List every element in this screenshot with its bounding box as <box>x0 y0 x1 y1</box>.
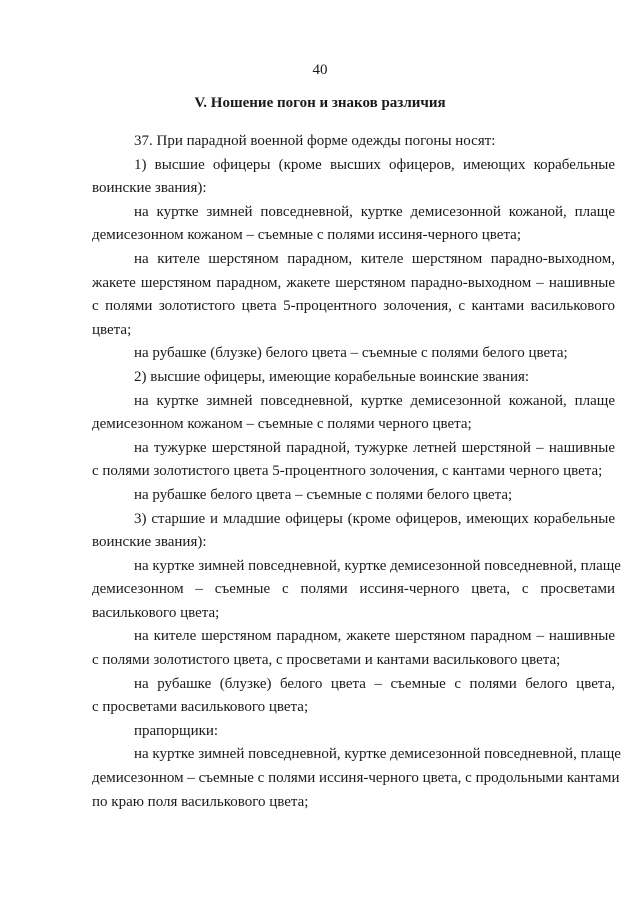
paragraph-line: на рубашке (блузке) белого цвета – съемные с полями белого цвета; <box>134 345 568 362</box>
document-body <box>92 130 621 814</box>
paragraph <box>92 154 615 201</box>
paragraph <box>92 673 615 720</box>
paragraph <box>92 390 615 437</box>
paragraph-line: 3) старшие и младшие офицеры (кроме офицеров, имеющих корабельные <box>134 510 615 527</box>
paragraph-line: демисезонном – съемные с полями иссиня-черного цвета, с продольными кантами <box>92 770 620 787</box>
paragraph-line: 1) высшие офицеры (кроме высших офицеров, имеющих корабельные <box>134 156 615 173</box>
paragraph <box>92 130 615 154</box>
paragraph-line: василькового цвета; <box>92 604 220 621</box>
paragraph-line: на рубашке белого цвета – съемные с полями белого цвета; <box>134 486 513 503</box>
paragraph <box>92 366 615 390</box>
paragraph-line: на кителе шерстяном парадном, жакете шерстяном парадном – нашивные <box>134 628 615 645</box>
paragraph-line: с полями золотистого цвета 5-процентного золочения, с кантами василькового <box>92 298 615 315</box>
page-number: 40 <box>312 62 328 78</box>
paragraph <box>92 743 621 814</box>
paragraph <box>92 342 615 366</box>
paragraph <box>92 508 615 555</box>
paragraph-line: цвета; <box>92 321 132 338</box>
paragraph-line: демисезонном кожаном – съемные с полями иссиня-черного цвета; <box>92 227 522 244</box>
paragraph <box>92 248 615 342</box>
paragraph <box>92 437 615 484</box>
paragraph-line: 2) высшие офицеры, имеющие корабельные воинские звания: <box>134 368 530 385</box>
paragraph-line: на кителе шерстяном парадном, кителе шерстяном парадно-выходном, <box>134 250 615 267</box>
paragraph-line: с просветами василькового цвета; <box>92 699 309 716</box>
paragraph-line: воинские звания): <box>92 534 207 551</box>
paragraph <box>92 625 615 672</box>
paragraph-line: с полями золотистого цвета, с просветами и кантами василькового цвета; <box>92 652 561 669</box>
paragraph <box>92 201 615 248</box>
paragraph-line: на куртке зимней повседневной, куртке демисезонной кожаной, плаще <box>134 392 615 409</box>
paragraph <box>92 555 621 626</box>
paragraph <box>92 484 615 508</box>
paragraph-line: прапорщики: <box>134 722 219 739</box>
paragraph-line: 37. При парадной военной форме одежды погоны носят: <box>134 133 496 149</box>
paragraph-line: по краю поля василькового цвета; <box>92 793 309 810</box>
paragraph-line: на куртке зимней повседневной, куртке демисезонной повседневной, плаще <box>134 746 621 763</box>
section-title: V. Ношение погон и знаков различия <box>194 95 446 111</box>
paragraph-line: демисезонном кожаном – съемные с полями черного цвета; <box>92 416 472 433</box>
paragraph-line: воинские звания): <box>92 180 207 197</box>
paragraph-line: на куртке зимней повседневной, куртке демисезонной повседневной, плаще <box>134 557 621 574</box>
paragraph-line: на рубашке (блузке) белого цвета – съемные с полями белого цвета, <box>134 675 615 692</box>
paragraph-line: демисезонном – съемные с полями иссиня-черного цвета, с просветами <box>92 581 615 598</box>
paragraph-line: на тужурке шерстяной парадной, тужурке летней шерстяной – нашивные <box>134 439 615 456</box>
paragraph-line: жакете шерстяном парадном, жакете шерстяном парадно-выходном – нашивные <box>92 274 615 291</box>
paragraph-line: с полями золотистого цвета 5-процентного золочения, с кантами черного цвета; <box>92 463 603 480</box>
paragraph-line: на куртке зимней повседневной, куртке демисезонной кожаной, плаще <box>134 203 615 220</box>
paragraph <box>92 720 615 744</box>
